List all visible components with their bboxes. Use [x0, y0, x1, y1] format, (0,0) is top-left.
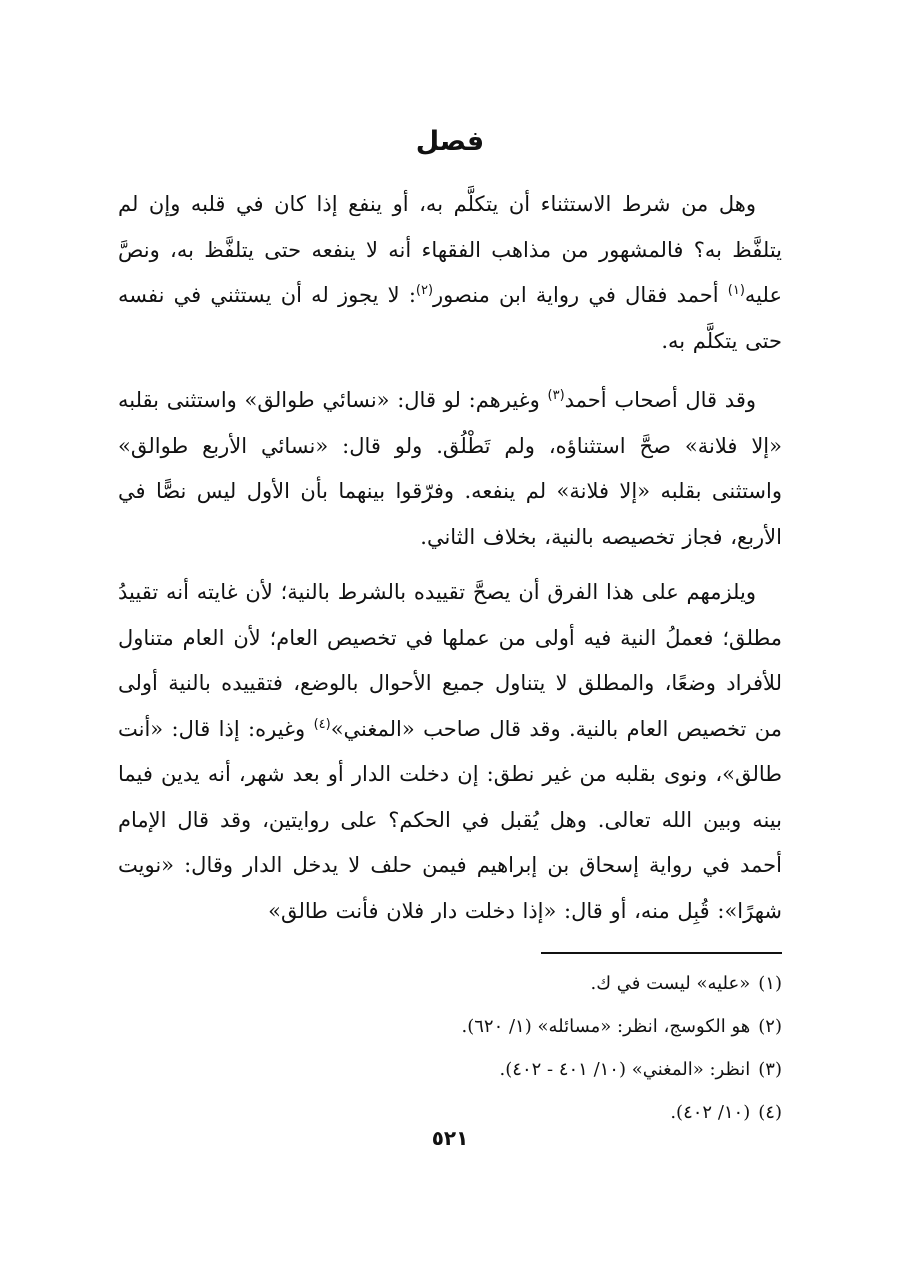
footnote-ref: (٢) [415, 283, 434, 298]
paragraph-text: وقد قال أصحاب أحمد [564, 388, 756, 412]
paragraph-2 [118, 378, 782, 560]
footnote-ref: (١) [727, 283, 745, 298]
page-number: ٥٢١ [431, 1126, 469, 1150]
footnote-text: هو الكوسج، انظر: «مسائله» (١/ ٦٢٠). [461, 1016, 751, 1037]
footnotes [300, 962, 782, 1134]
footnote-text: «عليه» ليست في ك. [590, 973, 751, 994]
footnote-item [300, 1048, 782, 1091]
body-text [118, 182, 782, 364]
footnote-item [300, 962, 782, 1005]
paragraph-text: ويلزمهم على هذا الفرق أن يصحَّ تقييده بالشرط بالنية؛ لأن غايته أنه تقييدُ مطلق؛ فعملُ النية فيه أولى من عملها في تخصيص العام؛ لأن العام متناول للأفراد وضعًا، والمطلق لا يتناول جميع الأحوال بالوضع، فتقييده بالنية أولى من تخصيص العام بالنية. وقد قال صاحب «المغني» [118, 580, 783, 741]
footnote-text: (١٠/ ٤٠٢). [670, 1102, 751, 1123]
paragraph-1 [118, 182, 782, 364]
body-text [118, 570, 782, 934]
footnote-ref: (٤) [313, 716, 331, 732]
footnote-text: انظر: «المغني» (١٠/ ٤٠١ - ٤٠٢). [499, 1059, 751, 1080]
footnote-divider [541, 952, 782, 954]
paragraph-text: وغيره: إذا قال: «أنت طالق»، ونوى بقلبه من غير نطق: إن دخلت الدار أو بعد شهر، أنه يدين فيما بينه وبين الله تعالى. وهل يُقبل في الحكم؟ على روايتين، وقد قال الإمام أحمد في رواية إسحاق بن إبراهيم فيمن حلف لا يدخل الدار وقال: «نويت شهرًا»: قُبِل منه، أو قال: «إذا دخلت دار فلان فأنت طالق» [118, 716, 782, 923]
footnote-number: (٢) [758, 1016, 782, 1037]
footnote-number: (٣) [758, 1059, 782, 1080]
footnote-number: (١) [758, 973, 782, 994]
body-text [118, 378, 782, 560]
paragraph-text: وغيرهم: لو قال: «نسائي طوالق» واستثنى بقلبه «إلا فلانة» صحَّ استثناؤه، ولم تَطْلُق. ولو قال: «نسائي الأربع طوالق» واستثنى بقلبه «إلا فلانة» لم ينفعه. وفرّقوا بينهما بأن الأول ليس نصًّا في الأربع، فجاز تخصيصه بالنية، بخلاف الثاني. [118, 388, 782, 549]
paragraph-3 [118, 570, 782, 934]
paragraph-text: : لا يجوز له أن يستثني في نفسه حتى يتكلَّم به. [118, 283, 782, 353]
paragraph-text: وهل من شرط الاستثناء أن يتكلَّم به، أو ينفع إذا كان في قلبه وإن لم يتلفَّظ به؟ فالمشهور من مذاهب الفقهاء أنه لا ينفعه حتى يتلفَّظ به، ونصَّ عليه [118, 192, 782, 307]
footnote-number: (٤) [758, 1102, 782, 1123]
paragraph-text: أحمد فقال في رواية ابن منصور [433, 283, 728, 307]
footnote-ref: (٣) [547, 388, 565, 403]
section-heading: فصل [415, 126, 485, 157]
footnote-item [300, 1005, 782, 1048]
